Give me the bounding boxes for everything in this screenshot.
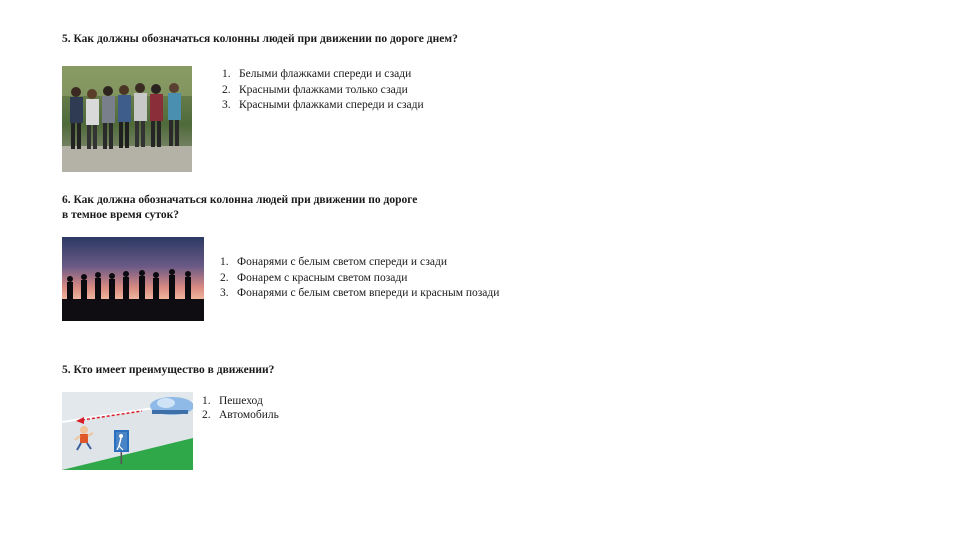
answer-number: 1. (222, 68, 231, 80)
answer-number: 2. (222, 83, 231, 96)
answer-option[interactable] (220, 271, 499, 287)
answer-number: 3. (220, 287, 229, 299)
question-2-title: 6. Как должна обозначаться колонна людей при движении по дороге в темное время суток? (62, 194, 418, 221)
answer-text: Фонарем с красным светом позади (237, 271, 408, 284)
question-1-title: 5. Как должны обозначаться колонны людей при движении по дороге днем? (62, 33, 458, 45)
question-3-title: 5. Кто имеет преимущество в движении? (62, 364, 275, 376)
answer-number: 2. (220, 271, 229, 284)
answer-option[interactable] (222, 83, 424, 99)
answer-text: Фонарями с белым светом впереди и красным позади (237, 287, 500, 299)
question-1-answers (222, 67, 424, 114)
question-2-answers (220, 255, 499, 302)
answer-option[interactable] (222, 98, 424, 114)
answer-text: Пешеход (219, 395, 263, 407)
pedestrian-column-daytime-photo (62, 66, 192, 172)
answer-text: Белыми флажками спереди и сзади (239, 68, 412, 80)
answer-number: 1. (202, 395, 211, 407)
answer-option[interactable] (202, 394, 279, 408)
answer-text: Красными флажками спереди и сзади (239, 99, 424, 111)
answer-number: 2. (202, 409, 211, 421)
answer-number: 1. (220, 256, 229, 268)
answer-text: Автомобиль (219, 409, 279, 421)
answer-option[interactable] (220, 255, 499, 271)
pedestrian-column-dusk-silhouette-photo (62, 237, 204, 321)
question-3-answers (202, 394, 279, 422)
answer-option[interactable] (202, 408, 279, 422)
crosswalk-pedestrian-car-illustration (62, 392, 193, 470)
answer-text: Фонарями с белым светом спереди и сзади (237, 256, 447, 268)
answer-option[interactable] (220, 286, 499, 302)
answer-text: Красными флажками только сзади (239, 83, 408, 96)
answer-option[interactable] (222, 67, 424, 83)
answer-number: 3. (222, 99, 231, 111)
